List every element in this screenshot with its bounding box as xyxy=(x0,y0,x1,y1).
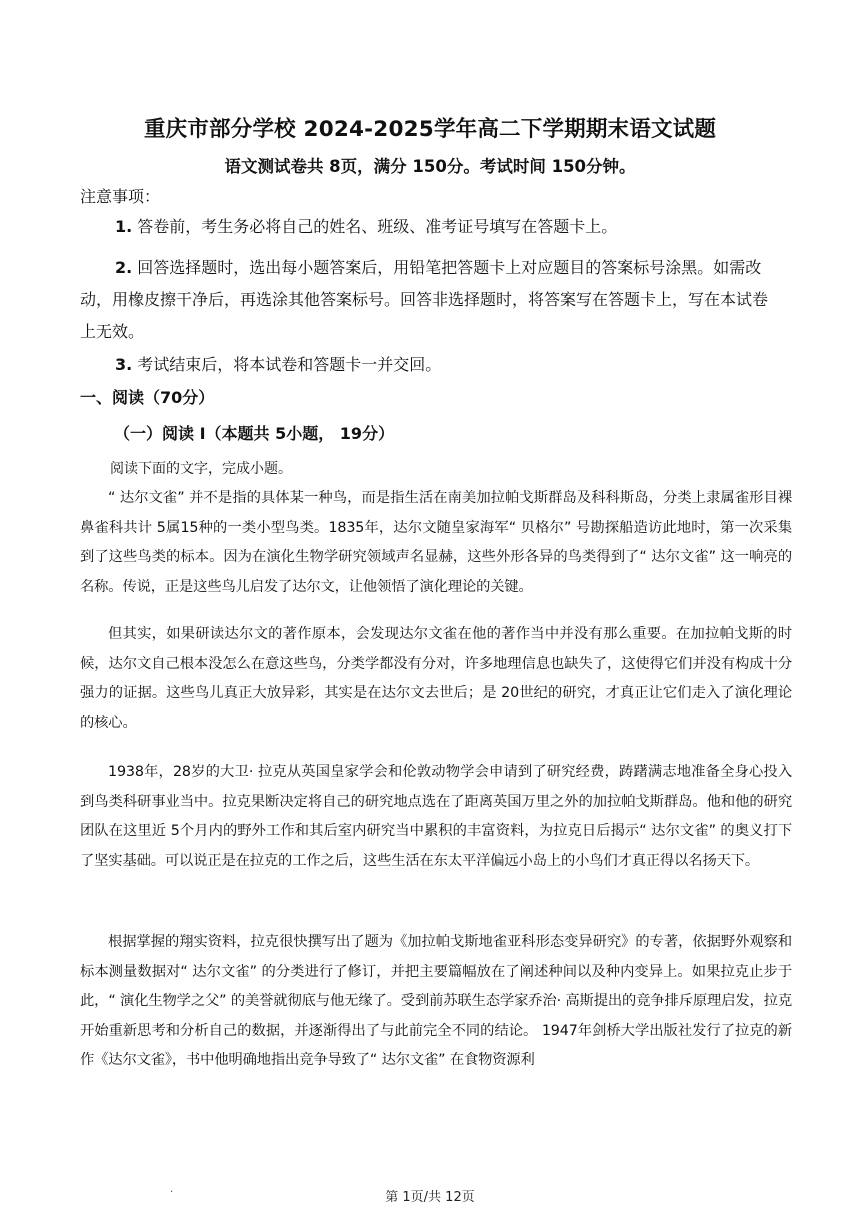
notice-item-number: 1. xyxy=(115,217,133,236)
notice-item xyxy=(80,211,780,243)
reading-paragraph: 1938年，28岁的大卫· 拉克从英国皇家学会和伦敦动物学会申请到了研究经费，踌躇满志地准备全身心投入到鸟类科研事业当中。拉克果断决定将自己的研究地点选在了距离英国万里之外的加拉帕戈斯群岛。他和他的研究团队在这里近 5个月内的野外工作和其后室内研究当中累积的丰富资料，为拉克日后揭示“ 达尔文雀” 的奥义打下了坚实基础。可以说正是在拉克的工作之后，这些生活在东太平洋偏远小岛上的小鸟们才真正得以名扬天下。 xyxy=(80,764,792,869)
notice-item-text: 考试结束后，将本试卷和答题卡一并交回。 xyxy=(132,355,442,374)
notice-item-text: 答卷前，考生务必将自己的姓名、班级、准考证号填写在答题卡上。 xyxy=(132,217,618,236)
notice-item xyxy=(80,252,780,348)
reading-paragraph: 但其实，如果研读达尔文的著作原本，会发现达尔文雀在他的著作当中并没有那么重要。在加拉帕戈斯的时候，达尔文自己根本没怎么在意这些鸟，分类学都没有分对，许多地理信息也缺失了，这使得它们并没有构成十分强力的证据。这些鸟儿真正大放异彩，其实是在达尔文去世后；是 20世纪的研究，才真正让它们走入了演化理论的核心。 xyxy=(80,626,792,731)
notice-item-text: 回答选择题时，选出每小题答案后，用铅笔把答题卡上对应题目的答案标号涂黑。如需改动，用橡皮擦干净后，再选涂其他答案标号。回答非选择题时，将答案写在答题卡上，写在本试卷上无效。 xyxy=(80,258,769,341)
subsection-heading: （一）阅读 I（本题共 5小题， 19分） xyxy=(114,424,395,443)
notice-item-number: 3. xyxy=(115,355,133,374)
notice-item xyxy=(80,349,780,381)
reading-paragraph: “ 达尔文雀” 并不是指的具体某一种鸟，而是指生活在南美加拉帕戈斯群岛及科科斯岛，分类上隶属雀形目裸鼻雀科共计 5属15种的一类小型鸟类。1835年，达尔文随皇家海军“ 贝格尔” 号勘探船造访此地时，第一次采集到了这些鸟类的标本。因为在演化生物学研究领域声名显赫，这些外形各异的鸟类得到了“ 达尔文雀” 这一响亮的名称。传说，正是这些鸟儿启发了达尔文，让他领悟了演化理论的关键。 xyxy=(80,490,792,595)
page-number: 第 1页/共 12页 xyxy=(385,1190,475,1205)
page-title: 重庆市部分学校 2024-2025学年高二下学期期末语文试题 xyxy=(143,117,717,142)
notice-item-number: 2. xyxy=(115,258,133,277)
section-heading: 一、阅读（70分） xyxy=(80,388,215,407)
reading-instruction: 阅读下面的文字，完成小题。 xyxy=(110,461,292,477)
reading-paragraph: 根据掌握的翔实资料，拉克很快撰写出了题为《加拉帕戈斯地雀亚科形态变异研究》的专著，依据野外观察和标本测量数据对“ 达尔文雀” 的分类进行了修订，并把主要篇幅放在了阐述种间以及种内变异上。如果拉克止步于此，“ 演化生物学之父” 的美誉就彻底与他无缘了。受到前苏联生态学家乔治· 高斯提出的竞争排斥原理启发，拉克开始重新思考和分析自己的数据，并逐渐得出了与此前完全不同的结论。 1947年剑桥大学出版社发行了拉克的新作《达尔文雀》，书中他明确地指出竞争导致了“ 达尔文雀” 在食物资源利 xyxy=(80,934,792,1068)
footer-mark: . xyxy=(170,1184,174,1195)
notice-heading: 注意事项： xyxy=(80,187,161,206)
exam-info: 语文测试卷共 8页，满分 150分。考试时间 150分钟。 xyxy=(224,157,636,176)
